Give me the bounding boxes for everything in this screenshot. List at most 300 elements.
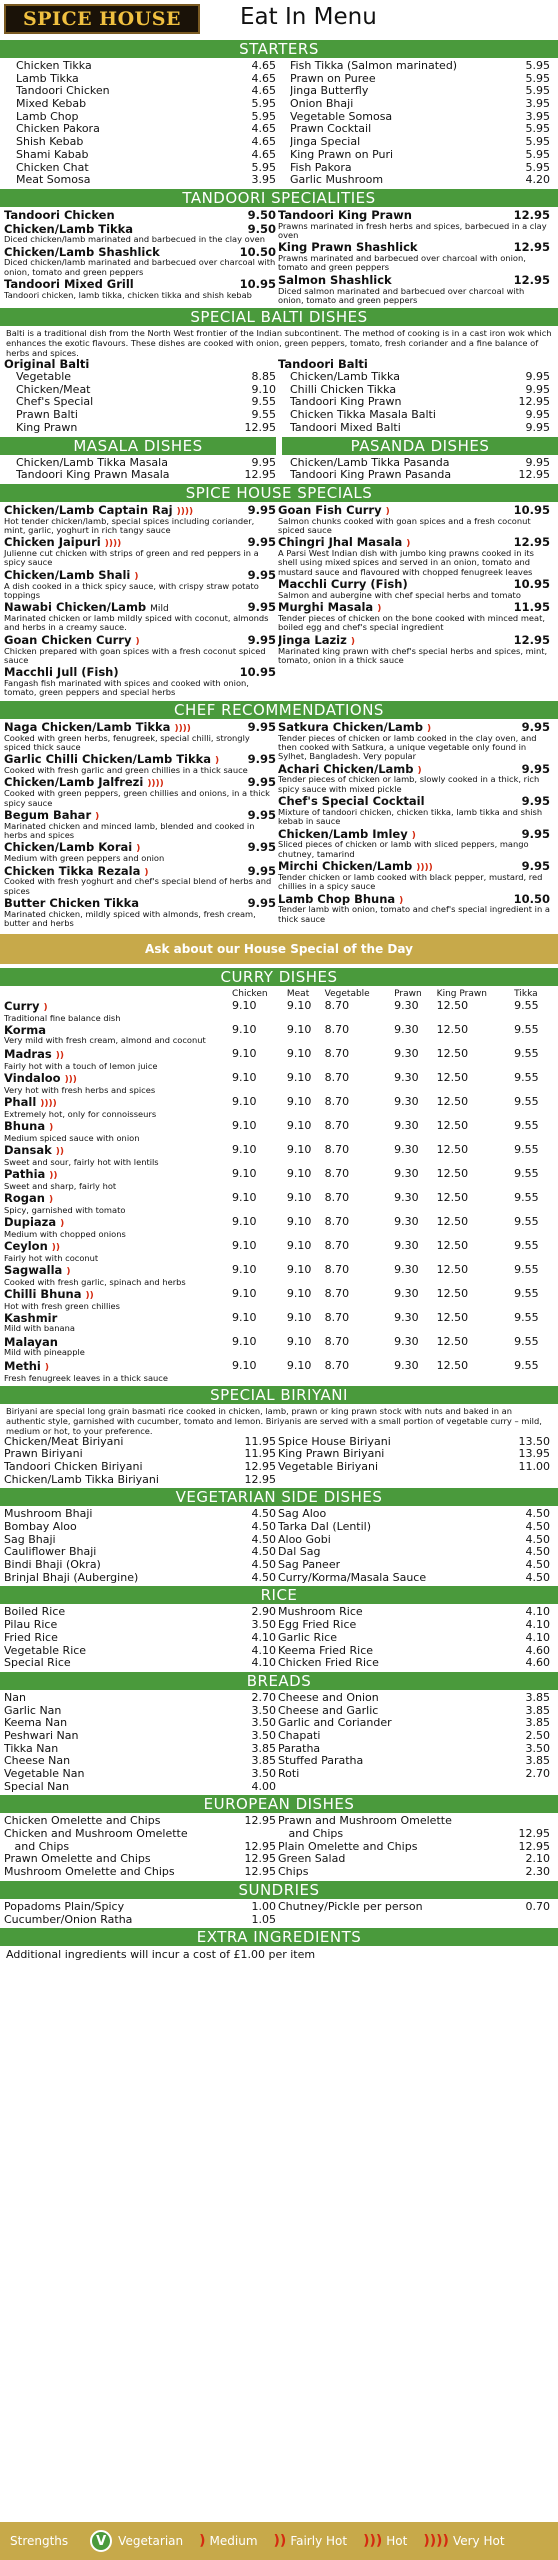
item-price: 9.10 [251,382,276,396]
item-price: 4.65 [251,135,276,149]
curry-price: 8.70 [324,1334,350,1348]
curry-name: Phall [4,1094,37,1109]
item-price: 5.95 [251,97,276,111]
strength-legend [0,2522,558,2560]
menu-column [278,1436,550,1487]
dish-name: Goan Chicken Curry [4,633,132,647]
curry-price: 12.50 [436,1094,469,1108]
curry-price: 9.10 [286,1358,312,1372]
item-price: 5.95 [251,160,276,174]
menu-column [278,457,550,482]
chili-icon: )) [273,2533,287,2549]
menu-item [4,1632,276,1645]
menu-item [4,1866,276,1879]
dish-name: Chicken/Lamb Tikka [4,222,134,236]
dish-name: Satkura Chicken/Lamb [278,720,424,734]
item-name: Popadoms Plain/Spicy [4,1900,125,1913]
dish-price: 9.95 [247,840,276,855]
curry-price: 9.10 [286,998,312,1012]
dish-description: Tender pieces of chicken on the bone cooked with minced meat, boiled egg and chef's special ingredient [278,613,545,633]
dish-description: Diced salmon marinated and barbecued over charcoal with onion, tomato and green peppers [278,285,525,305]
dish-name: Chicken/Lamb Jalfrezi [4,776,144,790]
item-name: Aloo Gobi [278,1533,331,1546]
legend-medium: ) Medium [199,2533,258,2549]
curry-price: 9.10 [232,1094,257,1108]
item-price: 3.85 [525,1690,550,1704]
menu-item [4,1546,276,1559]
menu-column [278,209,550,307]
dish-name: Tandoori Chicken [4,208,115,222]
curry-price: 8.70 [324,1046,350,1060]
heat-marker: ) [48,1194,54,1205]
menu-item [278,1436,550,1449]
heat-marker: )) [51,1242,60,1253]
menu-item [4,1768,276,1781]
item-price: 3.50 [251,1716,276,1730]
dish-price: 9.95 [521,761,550,776]
item-price: 13.50 [518,1434,550,1448]
item-price: 3.85 [251,1741,276,1755]
dish-description: Hot tender chicken/lamb, special spices including coriander, mint, garlic, yoghurt in rich tangy sauce [4,515,255,535]
heat-marker: Mild [150,604,169,615]
legend-fairly-hot: )) Fairly Hot [273,2533,348,2549]
item-price: 3.85 [525,1716,550,1730]
heat-marker: ) [134,571,139,582]
curry-name: Rogan [4,1190,45,1205]
curry-price: 9.10 [232,1190,257,1204]
dish-name: Chingri Jhal Masala [278,536,403,550]
item-name: Keema Fried Rice [278,1644,374,1657]
dish-price: 10.50 [239,244,276,259]
menu-item [4,1534,276,1547]
item-price: 5.95 [525,71,550,85]
item-name: Jinga Special [290,136,361,149]
item-price: 3.50 [525,1741,550,1755]
heat-marker: ) [411,830,416,841]
item-name: Cheese and Onion [278,1691,379,1704]
section-european: EUROPEAN DISHES [0,1795,558,1813]
menu-item [278,1901,550,1914]
dish-block [278,241,550,273]
dish-title [278,209,550,222]
dish-block [278,209,550,241]
vegetarian-icon: V [90,2530,112,2552]
curry-price: 9.30 [394,1190,419,1204]
dish-name: Chicken Jaipuri [4,536,101,550]
curry-name: Kashmir [4,1310,58,1325]
curry-row [4,1360,552,1384]
dish-price: 10.95 [239,277,276,292]
item-name: Jinga Butterfly [290,85,369,98]
curry-description: Medium with chopped onions [4,1229,126,1240]
dish-block [4,666,276,698]
curry-price: 8.70 [324,1022,350,1036]
item-price: 2.90 [251,1605,276,1619]
item-price: 4.20 [525,173,550,187]
curry-price: 9.10 [232,1214,257,1228]
item-price: 4.10 [525,1605,550,1619]
curry-price: 8.70 [324,1262,350,1276]
dish-description: Tender pieces of chicken or lamb cooked in the clay oven, and then cooked with Satkura, a unique vegetable only found in Sylhet, Bangladesh. Very popular [278,732,537,762]
column-header: Meat [286,988,310,999]
item-name: Boiled Rice [4,1606,66,1619]
curry-price: 9.30 [394,1214,419,1228]
dish-description: Cooked with fresh yoghurt and chef's special blend of herbs and spices [4,876,272,896]
item-name: Tandoori Mixed Balti [290,421,401,434]
menu-item [278,1572,550,1585]
curry-price: 9.10 [286,1022,312,1036]
curry-name-cell [4,1240,232,1264]
item-price: 11.95 [244,1447,276,1461]
item-price: 4.65 [251,71,276,85]
dish-price: 11.95 [513,600,550,615]
heat-marker: ) [60,1218,65,1229]
curry-price: 9.30 [394,1070,419,1084]
dish-name: Chicken Tikka Rezala [4,864,141,878]
menu-column [4,209,276,307]
curry-name: Korma [4,1022,47,1037]
item-price: 3.85 [525,1754,550,1768]
curry-row [4,1096,552,1120]
section-pasanda: PASANDA DISHES [282,437,558,455]
item-price: 4.50 [251,1507,276,1521]
menu-item [4,1841,276,1854]
curry-price: 9.10 [232,1142,257,1156]
curry-row [4,1192,552,1216]
heat-marker: ) [136,844,141,855]
curry-row [4,1264,552,1288]
item-name: Peshwari Nan [4,1729,79,1742]
dish-description: Diced chicken/lamb marinated and barbecued in the clay oven [4,234,265,245]
dish-block [278,828,550,860]
curry-name: Ceylon [4,1238,48,1253]
curry-name: Methi [4,1358,41,1373]
item-price: 11.00 [518,1459,550,1473]
dish-description: Chicken prepared with goan spices with a fresh coconut spiced sauce [4,645,266,665]
item-name: Prawn Balti [16,409,78,422]
menu-item [278,1606,550,1619]
item-price: 4.65 [251,59,276,72]
curry-description: Fairly hot with coconut [4,1253,99,1264]
curry-description: Extremely hot, only for connoisseurs [4,1109,157,1120]
heat-marker: ) [43,1002,48,1013]
item-name: Keema Nan [4,1717,68,1730]
item-name: Chicken/Lamb Tikka [290,371,400,384]
chili-icon: )))) [423,2533,449,2549]
curry-price: 9.10 [232,1022,257,1036]
item-name: Tandoori King Prawn [290,396,402,409]
item-name: King Prawn on Puri [290,148,394,161]
item-name: Sag Paneer [278,1559,341,1572]
menu-item [278,1755,550,1768]
menu-item [4,1914,276,1927]
item-name: Tarka Dal (Lentil) [278,1521,372,1533]
curry-name-cell [4,1048,232,1072]
dish-name-wrap [4,634,140,647]
item-name: Fish Tikka (Salmon marinated) [290,60,458,72]
dish-block [4,721,276,753]
two-column-dishes [0,504,558,699]
dish-block [4,634,276,666]
item-name: Paratha [278,1742,321,1755]
curry-name-cell [4,1360,232,1384]
item-price: 4.50 [525,1558,550,1572]
curry-price: 9.30 [394,1334,419,1348]
dish-price: 12.95 [513,632,550,647]
item-price: 9.55 [251,395,276,409]
heat-marker: ) [406,539,411,550]
item-name: Nan [4,1691,26,1704]
curry-row [4,1288,552,1312]
column-header: Tikka [514,988,538,999]
dish-description: A dish cooked in a thick spicy sauce, with crispy straw potato toppings [4,580,259,600]
curry-row [4,1144,552,1168]
dish-name-wrap [4,569,138,582]
menu-item [290,469,550,482]
curry-price: 9.55 [514,1190,539,1204]
item-price: 5.95 [525,59,550,72]
heat-marker: ) [417,765,422,776]
section-masala: MASALA DISHES [0,437,276,455]
menu-item [290,123,550,136]
curry-price: 8.70 [324,998,350,1012]
curry-header-row [4,988,552,1000]
dish-name-wrap [4,809,99,822]
menu-item [290,162,550,175]
curry-description: Mild with banana [4,1323,75,1334]
dish-block [278,763,550,795]
menu-column [4,371,276,434]
dish-description: Cooked with green herbs, fenugreek, special chilli, strongly spiced thick sauce [4,732,250,752]
menu-item [278,1717,550,1730]
menu-item [290,136,550,149]
item-name: Chicken Tikka Masala Balti [290,409,436,422]
item-price: 2.10 [525,1852,550,1866]
dish-name-wrap [278,274,392,287]
heat-marker: ) [377,604,382,615]
dish-description: Tender pieces of chicken or lamb, slowly cooked in a thick, rich spicy sauce with mixed pickle [278,774,540,794]
item-price: 3.50 [251,1618,276,1632]
curry-price: 9.10 [232,1358,257,1372]
balti-heading [278,358,550,371]
menu-item [16,85,276,98]
item-name: Shish Kebab [16,136,84,149]
curry-price: 9.55 [514,1022,539,1036]
dish-description: Cooked with fresh garlic and green chillies in a thick sauce [4,765,248,776]
section-curry: CURRY DISHES [0,968,558,986]
item-price: 4.10 [251,1643,276,1657]
curry-name-cell [4,1192,232,1216]
menu-column [278,1508,550,1584]
dish-name: Begum Bahar [4,808,92,822]
curry-description: Traditional fine balance dish [4,1013,121,1024]
heat-marker: )))) [104,539,122,550]
dish-price: 12.95 [513,207,550,222]
item-name: and Chips [278,1828,344,1841]
curry-price: 8.70 [324,1118,350,1132]
curry-price: 9.10 [286,1262,312,1276]
dish-title [278,504,550,517]
section-vegetarian-sides: VEGETARIAN SIDE DISHES [0,1488,558,1506]
dish-name: Jinga Laziz [278,633,347,647]
menu-item [4,1755,276,1768]
dish-title [4,504,276,517]
menu-item [278,1508,550,1521]
item-name: King Prawn [16,421,78,434]
menu-item [4,1828,276,1841]
heat-marker: ) [385,506,390,517]
biriyani-intro: Biriyani are special long grain basmati rice cooked in chicken, lamb, prawn or king prawn stock with nuts and baked in an authentic style, garnished with cucumber, tomato and lemon. Biriyanis are served with a small portion of vegetable curry – mild, medium or hot, to your preference. [6,1405,542,1436]
dish-name-wrap [4,504,193,517]
column-header: Prawn [394,988,422,999]
item-name: Chapati [278,1729,321,1742]
item-name: Cucumber/Onion Ratha [4,1913,133,1926]
menu-column [4,457,276,482]
item-price: 12.95 [244,1852,276,1866]
item-name: Roti [278,1768,300,1780]
dish-price: 9.95 [247,775,276,790]
menu-item [278,1730,550,1743]
dish-block [278,601,550,633]
item-name: Shami Kabab [16,148,89,161]
item-price: 9.95 [525,370,550,384]
dish-price: 9.95 [247,752,276,767]
item-price: 4.50 [525,1570,550,1584]
curry-name-cell [4,1312,232,1336]
menu-column [4,1508,276,1584]
item-price: 4.50 [525,1507,550,1521]
dish-description: Mixture of tandoori chicken, chicken tikka, lamb tikka and shish kebab in sauce [278,806,543,827]
two-column-list [0,1692,558,1794]
column-header: Vegetable [324,988,370,999]
column-header: King Prawn [436,988,487,999]
menu-item [278,1692,550,1705]
chili-icon: ))) [363,2533,383,2549]
item-price: 4.50 [251,1545,276,1559]
curry-row [4,1000,552,1024]
menu-column [278,371,550,434]
item-name: Lamb Chop [16,110,79,123]
menu-item [4,1815,276,1828]
item-name: Prawn and Mushroom Omelette [278,1815,452,1828]
item-price: 3.50 [251,1767,276,1780]
item-price: 4.50 [251,1570,276,1584]
balti-columns [0,358,558,434]
dish-price: 9.95 [247,896,276,911]
item-price: 9.55 [251,408,276,422]
item-name: Meat Somosa [16,174,91,187]
curry-price: 12.50 [436,1046,469,1060]
section-biriyani: SPECIAL BIRIYANI [0,1386,558,1404]
dish-block [4,246,276,278]
menu-item [4,1521,276,1534]
two-column-list [0,60,558,187]
dish-block [4,601,276,633]
balti-intro: Balti is a traditional dish from the North West frontier of the Indian subcontinent. The method of cooking is in a cast iron wok which enhances the exotic flavours. These dishes are cooked with onion, green peppers, tomato, fresh coriander and a fine balance of herbs and spices. [6,328,552,359]
curry-price: 8.70 [324,1094,350,1108]
curry-row [4,1216,552,1240]
item-name: Chef's Special [16,396,94,409]
item-price: 5.95 [525,122,550,136]
two-column-dishes [0,721,558,930]
dish-price: 9.95 [247,502,276,517]
item-name: Chips [278,1866,309,1879]
curry-row [4,1168,552,1192]
item-name: Curry/Korma/Masala Sauce [278,1571,427,1584]
menu-item [4,1448,276,1461]
dish-name: Chicken/Lamb Shashlick [4,245,160,259]
menu-item [278,1632,550,1645]
dish-price: 9.95 [521,719,550,734]
legend-very-hot: )))) Very Hot [423,2533,505,2549]
curry-price: 9.55 [514,998,539,1012]
item-price: 3.50 [251,1728,276,1742]
item-price: 4.10 [525,1618,550,1632]
heat-marker: ) [215,756,220,767]
item-name: Onion Bhaji [290,98,354,111]
curry-name: Dupiaza [4,1214,57,1229]
item-price: 3.85 [525,1703,550,1717]
item-price: 9.95 [525,420,550,434]
dish-name: Tandoori King Prawn [278,208,412,222]
two-column-list [0,457,558,482]
curry-price: 9.10 [286,1214,312,1228]
curry-description: Mild with pineapple [4,1347,85,1358]
menu-item [290,111,550,124]
dish-name: Macchli Curry (Fish) [278,578,408,591]
dish-name-wrap [4,278,134,291]
curry-name-cell [4,1072,232,1096]
curry-price: 9.30 [394,998,419,1012]
item-price: 9.95 [525,455,550,469]
item-price: 4.10 [251,1630,276,1644]
item-price: 0.70 [525,1899,550,1913]
dish-description: Tandoori chicken, lamb tikka, chicken tikka and shish kebab [4,289,252,300]
dish-block [4,223,276,245]
dish-title [4,897,276,910]
menu-content [0,40,558,1962]
curry-price: 9.55 [514,1214,539,1228]
dish-title [278,721,550,734]
item-name: Dal Sag [278,1546,321,1559]
curry-price: 8.70 [324,1286,350,1300]
item-price: 11.95 [244,1434,276,1448]
two-column-list [0,1508,558,1584]
curry-price: 9.10 [232,1118,257,1132]
curry-price: 8.70 [324,1310,350,1324]
dish-name-wrap [278,504,390,517]
curry-row [4,1240,552,1264]
item-price: 12.95 [244,1472,276,1486]
menu-item [16,371,276,384]
curry-description: Hot with fresh green chillies [4,1301,120,1312]
curry-name: Bhuna [4,1118,46,1133]
dish-title [4,209,276,222]
two-column-list [0,1436,558,1487]
legend-label: Strengths [10,2534,69,2548]
dish-description: Marinated chicken, mildly spiced with almonds, fresh cream, butter and herbs [4,908,256,929]
item-name: Chicken and Mushroom Omelette [4,1828,188,1841]
heat-marker: ))) [64,1074,77,1085]
curry-name-cell [4,1264,232,1288]
dish-name: Chicken/Lamb Korai [4,841,133,855]
item-price: 4.50 [251,1532,276,1546]
item-price: 4.65 [251,122,276,136]
item-price: 4.10 [251,1656,276,1670]
menu-item [16,422,276,435]
dish-description: Salmon chunks cooked with goan spices and a fresh coconut spiced sauce [278,515,531,535]
item-price: 3.85 [251,1754,276,1768]
